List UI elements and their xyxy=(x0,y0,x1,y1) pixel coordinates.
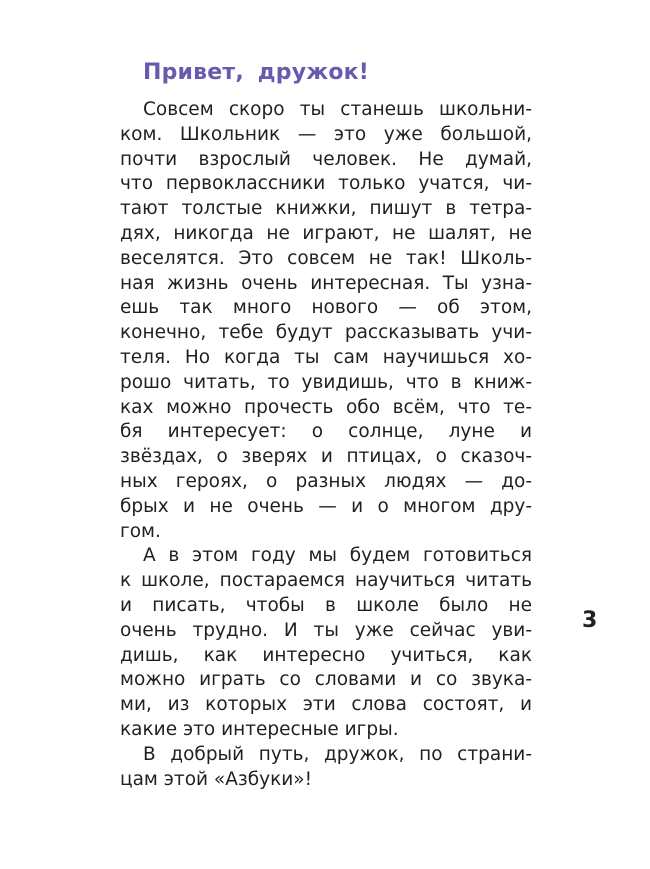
paragraph-2 xyxy=(120,544,532,742)
text-line: дях, никогда не играют, не шалят, не xyxy=(120,222,532,244)
page-title: Привет, дружок! xyxy=(143,60,370,85)
text-line: ных героях, о разных людях — до- xyxy=(120,470,532,492)
text-line: рошо читать, то увидишь, что в книж- xyxy=(120,371,532,393)
text-line: А в этом году мы будем готовиться xyxy=(143,545,532,567)
text-line: почти взрослый человек. Не думай, xyxy=(120,148,532,170)
text-line: конечно, тебе будут рассказывать учи- xyxy=(120,322,532,344)
text-line: ком. Школьник — это уже большой, xyxy=(120,123,532,145)
text-line: брых и не очень — и о многом дру- xyxy=(120,495,532,517)
text-line: к школе, постараемся научиться читать xyxy=(120,570,532,592)
text-line: можно играть со словами и со звука- xyxy=(120,669,532,691)
text-line: В добрый путь, дружок, по страни- xyxy=(143,743,532,765)
text-line: Совсем скоро ты станешь школьни- xyxy=(143,99,532,120)
text-line: ная жизнь очень интересная. Ты узна- xyxy=(120,272,532,294)
text-line: гом. xyxy=(120,520,161,542)
text-line: что первоклассники только учатся, чи- xyxy=(120,173,532,195)
text-line: ках можно прочесть обо всём, что те- xyxy=(120,396,532,418)
text-line: бя интересует: о солнце, луне и xyxy=(120,421,532,443)
paragraph-1 xyxy=(120,98,532,544)
text-line: и писать, чтобы в школе было не xyxy=(120,594,532,616)
text-line: очень трудно. И ты уже сейчас уви- xyxy=(120,619,532,641)
text-line: звёздах, о зверях и птицах, о сказоч- xyxy=(120,446,532,468)
text-line: какие это интересные игры. xyxy=(120,718,399,740)
text-line: теля. Но когда ты сам научишься хо- xyxy=(120,346,532,368)
text-line: веселятся. Это совсем не так! Школь- xyxy=(120,247,532,269)
text-line: ми, из которых эти слова состоят, и xyxy=(120,694,532,716)
body-text xyxy=(120,98,532,792)
text-line: тают толстые книжки, пишут в тетра- xyxy=(120,198,532,220)
text-line: цам этой «Азбуки»! xyxy=(120,768,313,790)
text-line: ешь так много нового — об этом, xyxy=(120,297,532,319)
text-line: дишь, как интересно учиться, как xyxy=(120,644,532,666)
page-number: 3 xyxy=(582,608,598,633)
paragraph-3 xyxy=(120,743,532,793)
